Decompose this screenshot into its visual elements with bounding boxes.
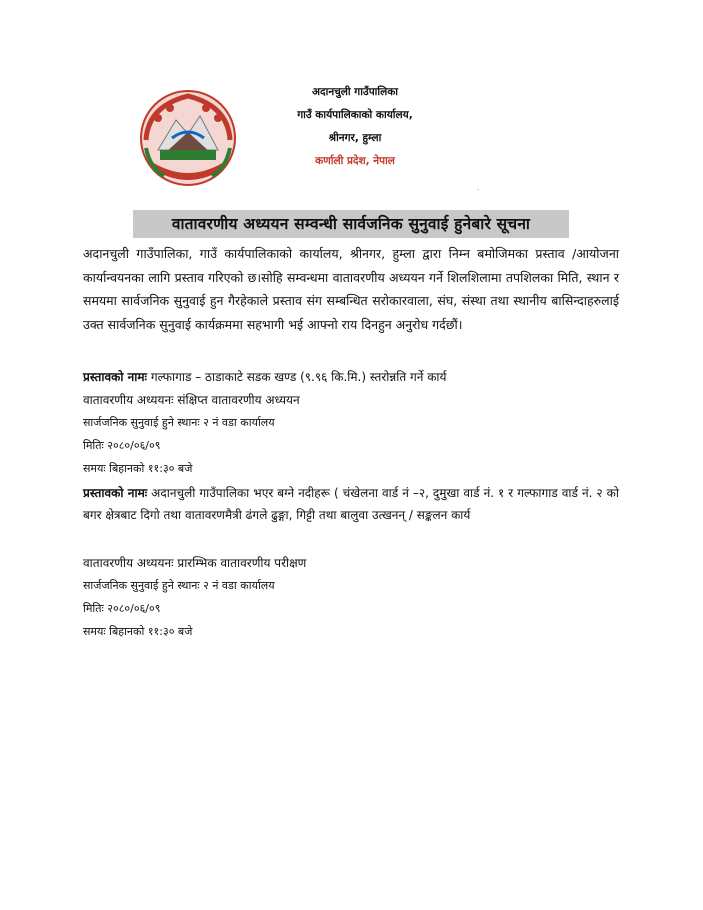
office-location: श्रीनगर, हुम्ला	[328, 132, 382, 144]
entry1-study: वातावरणीय अध्ययनः संक्षिप्त वातावरणीय अध्ययन	[83, 393, 300, 407]
municipality-name: अदानचुली गाउँपालिका	[312, 86, 398, 98]
entry2-time: समयः बिहानको ११:३० बजे	[83, 625, 193, 638]
entry1-name-line	[83, 368, 447, 386]
notice-title: वातावरणीय अध्ययन सम्वन्धी सार्वजनिक सुनुवाई हुनेबारे सूचना	[171, 215, 531, 233]
entry2-date: मितिः २०८०/०६/०९	[83, 602, 161, 615]
province-name: कर्णाली प्रदेश, नेपाल	[315, 155, 395, 167]
entry1-date: मितिः २०८०/०६/०९	[83, 439, 161, 452]
entry2-study: वातावरणीय अध्ययनः प्रारम्भिक वातावरणीय परीक्षण	[83, 556, 307, 570]
entry1-time: समयः बिहानको ११:३० बजे	[83, 462, 193, 475]
entry2-venue: सार्जजनिक सुनुवाई हुने स्थानः २ नं वडा कार्यालय	[83, 579, 275, 592]
entry1-venue: सार्जजनिक सुनुवाई हुने स्थानः २ नं वडा कार्यालय	[83, 416, 275, 429]
entry1-name: गल्फागाड – ठाडाकाटे सडक खण्ड (९.९६ कि.मि.) स्तरोन्नति गर्ने कार्य	[147, 370, 447, 384]
title-banner	[133, 210, 569, 238]
office-header	[280, 86, 430, 178]
entry2-label: प्रस्तावको नामः	[83, 486, 148, 500]
notice-paragraph: अदानचुली गाउँपालिका, गाउँ कार्यपालिकाको कार्यालय, श्रीनगर, हुम्ला द्वारा निम्न बमोजिमका प्रस्ताव /आयोजना कार्यान्वयनका लागि प्रस्ताव गरिएको छ।सोहि सम्वन्धमा वातावरणीय अध्ययन गर्ने शिलशिलामा तपशिलका मिति, स्थान र समयमा सार्वजनिक सुनुवाई हुन गैरहेकाले प्रस्ताव संग सम्बन्धित सरोकारवाला, संघ, संस्था तथा स्थानीय बासिन्दाहरुलाई उक्त सार्वजनिक सुनुवाई कार्यक्रममा सहभागी भई आफ्नो राय दिनहुन अनुरोध गर्दछौं।	[83, 246, 619, 332]
stray-mark: ·	[477, 186, 480, 194]
entry1-label: प्रस्तावको नामः	[83, 370, 147, 384]
entry2-name: अदानचुली गाउँपालिका भएर बग्ने नदीहरू ( चंखेलना वार्ड नं –२, दुमुखा वार्ड नं. १ र गल्फागाड वार्ड नं. २ को बगर क्षेत्रबाट दिगो तथा वातावरणमैत्री ढंगले ढुङ्गा, गिट्टी तथा बालुवा उत्खनन् / सङ्कलन कार्य	[83, 486, 619, 522]
office-name: गाउँ कार्यपालिकाको कार्यालय,	[297, 109, 413, 121]
entry2-name-block	[83, 482, 619, 526]
nepal-emblem-icon	[138, 88, 238, 188]
